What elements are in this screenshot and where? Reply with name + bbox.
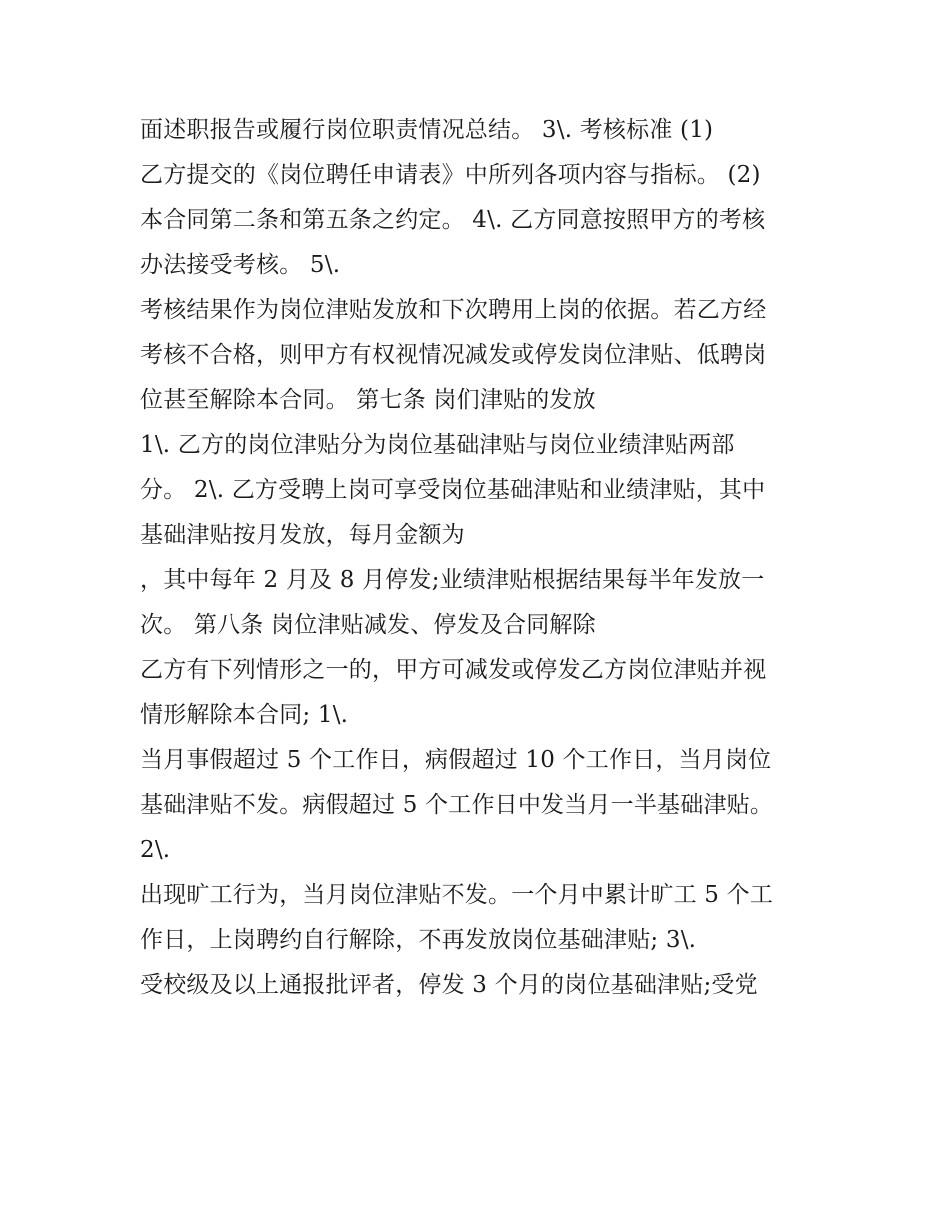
text-line-16: 基础津贴不发。病假超过 5 个工作日中发当月一半基础津贴。 bbox=[140, 792, 774, 818]
text-line-13: 乙方有下列情形之一的，甲方可减发或停发乙方岗位津贴并视 bbox=[140, 657, 767, 683]
text-line-15: 当月事假超过 5 个工作日，病假超过 10 个工作日，当月岗位 bbox=[140, 747, 772, 773]
text-line-3: 本合同第二条和第五条之约定。 4\. 乙方同意按照甲方的考核 bbox=[140, 207, 766, 233]
text-line-17: 2\. bbox=[140, 837, 171, 863]
text-line-18: 出现旷工行为，当月岗位津贴不发。一个月中累计旷工 5 个工 bbox=[140, 882, 774, 908]
text-line-11: ，其中每年 2 月及 8 月停发;业绩津贴根据结果每半年发放一 bbox=[140, 567, 765, 593]
text-line-4: 办法接受考核。 5\. bbox=[140, 252, 341, 278]
text-line-19: 作日，上岗聘约自行解除，不再发放岗位基础津贴; 3\. bbox=[140, 927, 697, 953]
text-line-9: 分。 2\. 乙方受聘上岗可享受岗位基础津贴和业绩津贴，其中 bbox=[140, 477, 766, 503]
text-line-7: 位甚至解除本合同。 第七条 岗们津贴的发放 bbox=[140, 387, 596, 413]
text-line-2: 乙方提交的《岗位聘任申请表》中所列各项内容与指标。 (2) bbox=[140, 162, 761, 188]
document-body bbox=[140, 108, 820, 1008]
text-line-8: 1\. 乙方的岗位津贴分为岗位基础津贴与岗位业绩津贴两部 bbox=[140, 432, 735, 458]
text-line-14: 情形解除本合同; 1\. bbox=[140, 702, 349, 728]
text-line-20: 受校级及以上通报批评者，停发 3 个月的岗位基础津贴;受党 bbox=[140, 972, 758, 998]
text-line-12: 次。 第八条 岗位津贴减发、停发及合同解除 bbox=[140, 612, 596, 638]
text-line-1: 面述职报告或履行岗位职责情况总结。 3\. 考核标准 (1) bbox=[140, 117, 714, 143]
text-line-5: 考核结果作为岗位津贴发放和下次聘用上岗的依据。若乙方经 bbox=[140, 297, 767, 323]
text-line-10: 基础津贴按月发放，每月金额为 bbox=[140, 522, 465, 548]
text-line-6: 考核不合格，则甲方有权视情况减发或停发岗位津贴、低聘岗 bbox=[140, 342, 767, 368]
